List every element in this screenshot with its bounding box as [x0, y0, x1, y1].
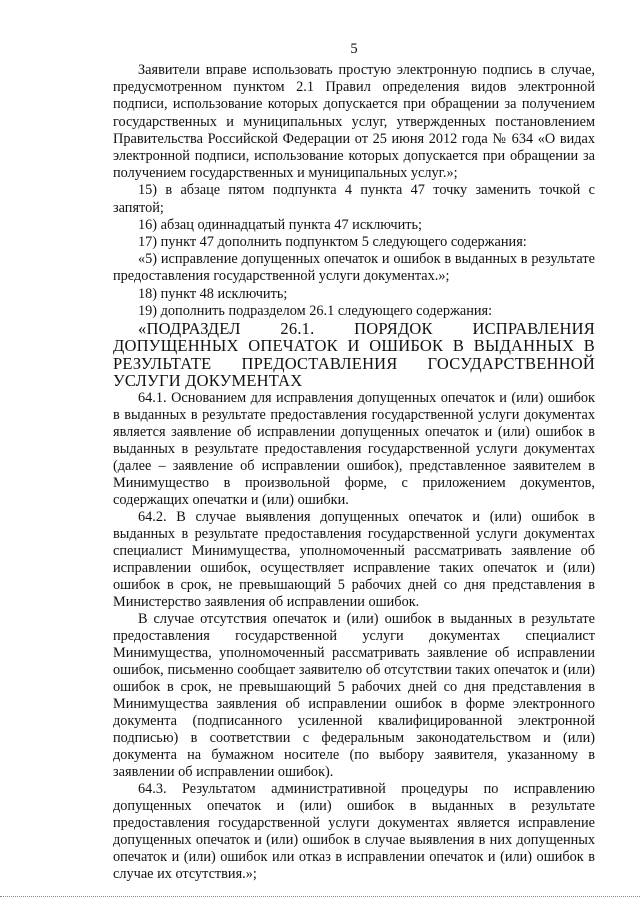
page-number: 5	[350, 41, 358, 57]
document-page	[113, 40, 595, 883]
section-heading-26-1: «ПОДРАЗДЕЛ 26.1. ПОРЯДОК ИСПРАВЛЕНИЯ ДОПУЩЕННЫХ ОПЕЧАТОК И ОШИБОК В ВЫДАННЫХ В РЕЗУЛЬТАТЕ ПРЕДОСТАВЛЕНИЯ ГОСУДАРСТВЕННОЙ УСЛУГИ ДОКУМЕНТАХ	[113, 319, 595, 391]
paragraph-no-errors: В случае отсутствия опечаток и (или) ошибок в выданных в результате предоставления государственной услуги документах специалист Минимущества, уполномоченный рассматривать заявление об исправлении ошибок, письменно сообщает заявителю об отсутствии таких опечаток и (или) ошибок в срок, не превышающий 5 рабочих дней со дня представления в Минимущества заявления об исправлении ошибок в форме электронного документа (подписанного усиленной квалифицированной электронной подписью) в соответствии с федеральным законодательством и (или) документа на бумажном носителе (по выбору заявителя, указанному в заявлении об исправлении ошибок).	[113, 610, 595, 780]
paragraph-64-2: 64.2. В случае выявления допущенных опечаток и (или) ошибок в выданных в результате предоставления государственной услуги документах специалист Минимущества, уполномоченный рассматривать заявление об исправлении ошибок, осуществляет исправление таких опечаток и (или) ошибок в срок, не превышающий 5 рабочих дней со дня представления в Министерство заявления об исправлении ошибок.	[113, 508, 595, 610]
paragraph-electronic-signature: Заявители вправе использовать простую электронную подпись в случае, предусмотренном пунктом 2.1 Правил определения видов электронной подписи, использование которых допускается при обращении за получением государственных и муниципальных услуг, утвержденных постановлением Правительства Российской Федерации от 25 июня 2012 года № 634 «О видах электронной подписи, использование которых допускается при обращении за получением государственных и муниципальных услуг.»;	[113, 62, 595, 182]
paragraph-subitem-5: «5) исправление допущенных опечаток и ошибок в выданных в результате предоставления государственной услуги документах.»;	[113, 251, 595, 285]
paragraph-item-16: 16) абзац одиннадцатый пункта 47 исключить;	[138, 216, 422, 233]
paragraph-64-3: 64.3. Результатом административной процедуры по исправлению допущенных опечаток и (или) ошибок в выданных в результате предоставления государственной услуги документах является исправление допущенных опечаток и (или) ошибок в случае выявления в них допущенных опечаток и (или) ошибок или отказ в исправлении опечаток и (или) ошибок в случае их отсутствия.»;	[113, 780, 595, 882]
paragraph-item-18: 18) пункт 48 исключить;	[138, 285, 288, 302]
paragraph-item-17: 17) пункт 47 дополнить подпунктом 5 следующего содержания:	[138, 234, 527, 251]
paragraph-64-1: 64.1. Основанием для исправления допущенных опечаток и (или) ошибок в выданных в результате предоставления государственной услуги документах является заявление об исправлении допущенных опечаток и (или) ошибок в выданных в результате предоставления государственной услуги документах (далее – заявление об исправлении ошибок), представленное заявителем в Минимущество в произвольной форме, с приложением документов, содержащих опечатки и (или) ошибки.	[113, 389, 595, 508]
paragraph-item-19: 19) дополнить подразделом 26.1 следующего содержания:	[138, 302, 493, 319]
paragraph-item-15: 15) в абзаце пятом подпункта 4 пункта 47 точку заменить точкой с запятой;	[113, 182, 595, 216]
footer-divider	[0, 896, 640, 897]
